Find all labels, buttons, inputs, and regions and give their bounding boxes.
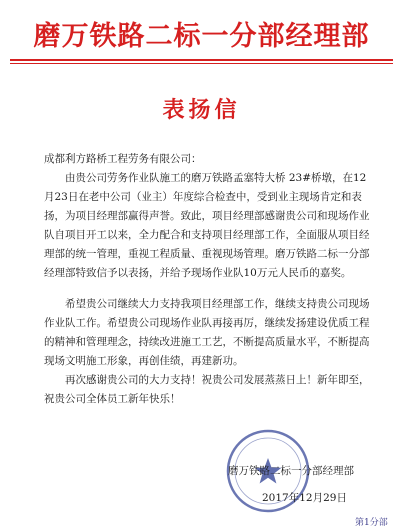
paragraph-2: 希望贵公司继续大力支持我项目经理部工作，继续支持贵公司现场作业队工作。希望贵公司现场作业队再接再厉，继续发扬建设优质工程的精神和管理理念，持续改进施工工艺，不断提高质量水平，不断提高现场文明施工形象，再创佳绩，再建新功。 (44, 298, 370, 367)
letter-title: 表扬信 (162, 97, 241, 123)
signature-company: 磨万铁路二标一分部经理部 (228, 465, 354, 477)
paragraph-1: 由贵公司劳务作业队施工的磨万铁路孟塞特大桥 23#桥墩，在12月23日在老中公司（业主）年度综合检查中，受到业主现场肯定和表扬，为项目经理部赢得声誉。致此，项目经理部感谢贵公司和现场作业队自项目开工以来，全力配合和支持项目经理部工作，全面服从项目经理部的统一管理，重视工程质量、重视现场管理。磨万铁路二标一分部经理部特致信予以表扬，并给予现场作业队10万元人民币的嘉奖。 (44, 172, 370, 279)
salutation: 成都利方路桥工程劳务有限公司： (44, 153, 202, 165)
letterhead-rule-thick (10, 59, 393, 61)
letterhead: 磨万铁路二标一分部经理部 (33, 21, 370, 52)
letterhead-rule-thin (10, 63, 393, 64)
signature-date: 2017年12月29日 (262, 492, 347, 504)
paragraph-3: 再次感谢贵公司的大力支持！祝贵公司发展蒸蒸日上！新年即至，祝贵公司全体员工新年快乐！ (44, 374, 370, 405)
stamp-code: 第1分部 (355, 518, 388, 528)
letter-body (44, 150, 376, 409)
